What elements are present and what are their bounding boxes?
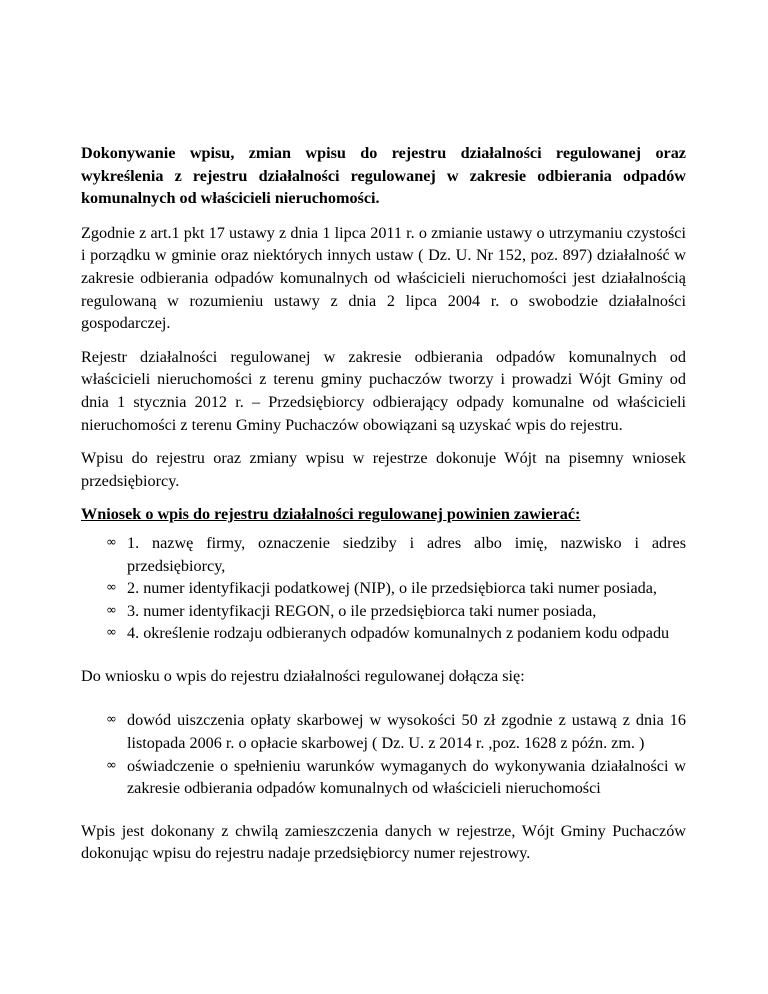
list-item-text: 3. numer identyfikacji REGON, o ile przedsiębiorca taki numer posiada, — [127, 601, 597, 620]
document-title: Dokonywanie wpisu, zmian wpisu do rejestru działalności regulowanej oraz wykreślenia z rejestru działalności regulowanej w zakresie odbierania odpadów komunalnych od właścicieli nieruchomości. — [81, 144, 686, 208]
attachments-list — [81, 709, 686, 799]
list-item — [81, 622, 686, 645]
bullet-icon: ∞ — [106, 757, 117, 773]
list-item — [81, 755, 686, 800]
list-item-text: dowód uiszczenia opłaty skarbowej w wysokości 50 zł zgodnie z ustawą z dnia 16 listopada 2006 r. o opłacie skarbowej ( Dz. U. z 2014 r. ,poz. 1628 z późn. zm. ) — [127, 711, 686, 753]
list-item-text: 2. numer identyfikacji podatkowej (NIP), o ile przedsiębiorca taki numer posiada, — [127, 579, 657, 598]
paragraph-legal-basis: Zgodnie z art.1 pkt 17 ustawy z dnia 1 lipca 2011 r. o zmianie ustawy o utrzymaniu czystości i porządku w gminie oraz niektórych innych ustaw ( Dz. U. Nr 152, poz. 897) działalność w zakresie odbierania odpadów komunalnych od właścicieli nieruchomości jest działalnością regulowaną w rozumieniu ustawy z dnia 2 lipca 2004 r. o swobodzie działalności gospodarczej. — [81, 223, 686, 333]
bullet-icon: ∞ — [106, 580, 117, 596]
attachments-intro: Do wniosku o wpis do rejestru działalności regulowanej dołącza się: — [81, 666, 525, 685]
list-item-text: 1. nazwę firmy, oznaczenie siedziby i adres albo imię, nazwisko i adres przedsiębiorcy, — [127, 533, 686, 575]
bullet-icon: ∞ — [106, 534, 117, 550]
list-item — [81, 709, 686, 754]
list-item — [81, 577, 686, 600]
paragraph-register-info: Rejestr działalności regulowanej w zakresie odbierania odpadów komunalnych od właścicieli nieruchomości z terenu gminy puchaczów tworzy i prowadzi Wójt Gminy od dnia 1 stycznia 2012 r. – Przedsiębiorcy odbierający odpady komunalne od właścicieli nieruchomości z terenu Gminy Puchaczów obowiązani są uzyskać wpis do rejestru. — [81, 347, 686, 434]
list-item-text: 4. określenie rodzaju odbieranych odpadów komunalnych z podaniem kodu odpadu — [127, 624, 670, 643]
bullet-icon: ∞ — [106, 712, 117, 728]
application-heading: Wniosek o wpis do rejestru działalności regulowanej powinien zawierać: — [81, 505, 581, 524]
list-item — [81, 600, 686, 623]
bullet-icon: ∞ — [106, 625, 117, 641]
bullet-icon: ∞ — [106, 602, 117, 618]
list-item — [81, 532, 686, 577]
application-requirements-list — [81, 532, 686, 645]
list-item-text: oświadczenie o spełnieniu warunków wymaganych do wykonywania działalności w zakresie odbierania odpadów komunalnych od właścicieli nieruchomości — [127, 756, 686, 798]
closing-paragraph: Wpis jest dokonany z chwilą zamieszczenia danych w rejestrze, Wójt Gminy Puchaczów dokonując wpisu do rejestru nadaje przedsiębiorcy numer rejestrowy. — [81, 821, 686, 863]
paragraph-entry-procedure: Wpisu do rejestru oraz zmiany wpisu w rejestrze dokonuje Wójt na pisemny wniosek przedsiębiorcy. — [81, 449, 686, 490]
